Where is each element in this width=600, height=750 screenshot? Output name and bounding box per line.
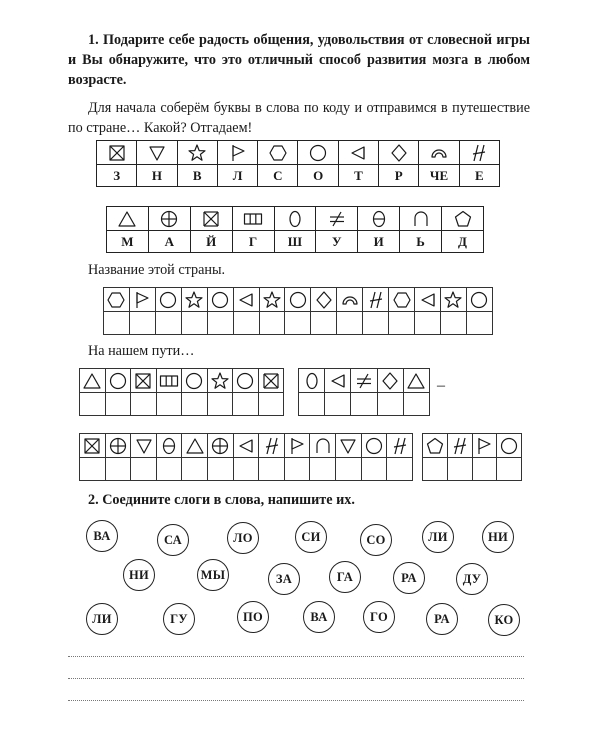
answer-cell[interactable] xyxy=(377,393,403,416)
code-symbol-cell xyxy=(217,141,257,165)
code-symbol-cell xyxy=(379,141,419,165)
crossed-square-icon xyxy=(82,436,102,456)
pentagon-icon xyxy=(453,209,473,229)
syllable-circle[interactable]: ГУ xyxy=(163,603,195,635)
answer-cell[interactable] xyxy=(105,393,131,416)
triangle-icon xyxy=(185,436,205,456)
dome-icon xyxy=(429,143,449,163)
answer-cell[interactable] xyxy=(131,393,157,416)
circle-icon xyxy=(308,143,328,163)
puzzle-symbol-cell xyxy=(259,434,285,458)
answer-cell[interactable] xyxy=(207,393,233,416)
path-puzzle-1a xyxy=(79,368,284,416)
puzzle-symbol-cell xyxy=(466,288,492,312)
code-symbol-cell xyxy=(107,207,149,231)
puzzle-symbol-cell xyxy=(80,434,106,458)
puzzle-symbol-cell xyxy=(207,288,233,312)
answer-cell[interactable] xyxy=(284,458,310,481)
code-letter-cell: Ш xyxy=(274,231,316,253)
answer-cell[interactable] xyxy=(363,312,389,335)
answer-cell[interactable] xyxy=(311,312,337,335)
puzzle-symbol-cell xyxy=(80,369,106,393)
code-symbol-cell xyxy=(190,207,232,231)
split-rect-icon xyxy=(243,209,263,229)
star-icon xyxy=(443,290,463,310)
code-symbol-cell xyxy=(148,207,190,231)
circle-icon xyxy=(235,371,255,391)
puzzle-symbol-cell xyxy=(310,434,336,458)
theta-icon xyxy=(369,209,389,229)
flag-icon xyxy=(474,436,494,456)
left-triangle-icon xyxy=(236,290,256,310)
path-puzzle-2a-answers xyxy=(80,458,413,481)
puzzle-symbol-cell xyxy=(131,369,157,393)
answer-cell[interactable] xyxy=(259,458,285,481)
answer-cell[interactable] xyxy=(415,312,441,335)
code-symbol-cell xyxy=(232,207,274,231)
answer-cell[interactable] xyxy=(156,458,182,481)
answer-cell[interactable] xyxy=(325,393,351,416)
answer-cell[interactable] xyxy=(387,458,413,481)
answer-line[interactable] xyxy=(68,678,524,679)
flag-icon xyxy=(287,436,307,456)
syllable-circle[interactable]: МЫ xyxy=(197,559,229,591)
crossed-square-icon xyxy=(133,371,153,391)
path-puzzle-1b-symbols xyxy=(299,369,430,393)
code-letter-cell: Т xyxy=(338,165,378,187)
path-dash: – xyxy=(437,377,445,394)
syllable-circle[interactable]: ВА xyxy=(303,601,335,633)
code-letter-cell: Р xyxy=(379,165,419,187)
puzzle-symbol-cell xyxy=(311,288,337,312)
circle-icon xyxy=(469,290,489,310)
syllable-circle[interactable]: ЛИ xyxy=(86,603,118,635)
answer-cell[interactable] xyxy=(466,312,492,335)
syllable-circle[interactable]: НИ xyxy=(123,559,155,591)
answer-cell[interactable] xyxy=(207,312,233,335)
task-1-intro: Для начала соберём буквы в слова по коду и отправимся в путешествие по стране… Какой? Отгадаем! xyxy=(68,100,530,136)
answer-cell[interactable] xyxy=(80,393,106,416)
answer-cell[interactable] xyxy=(389,312,415,335)
star-icon xyxy=(184,290,204,310)
answer-cell[interactable] xyxy=(440,312,466,335)
double-slash-icon xyxy=(390,436,410,456)
path-heading: На нашем пути… xyxy=(88,343,195,359)
syllable-circle[interactable]: ДУ xyxy=(456,563,488,595)
answer-cell[interactable] xyxy=(472,458,497,481)
code-table-2-letters xyxy=(107,231,484,253)
syllable-circle[interactable]: ГА xyxy=(329,561,361,593)
code-letter-cell: Г xyxy=(232,231,274,253)
country-heading: Название этой страны. xyxy=(88,262,226,278)
puzzle-symbol-cell xyxy=(403,369,429,393)
dome-icon xyxy=(340,290,360,310)
puzzle-symbol-cell xyxy=(351,369,377,393)
syllable-circle[interactable]: РА xyxy=(426,603,458,635)
code-letter-cell: ЧЕ xyxy=(419,165,459,187)
code-letter-cell: Е xyxy=(459,165,499,187)
code-symbol-cell xyxy=(137,141,177,165)
answer-cell[interactable] xyxy=(182,393,208,416)
puzzle-symbol-cell xyxy=(363,288,389,312)
bowtie-box-icon xyxy=(201,209,221,229)
puzzle-symbol-cell xyxy=(440,288,466,312)
puzzle-symbol-cell xyxy=(155,288,181,312)
puzzle-symbol-cell xyxy=(387,434,413,458)
code-letter-cell: В xyxy=(177,165,217,187)
code-symbol-cell xyxy=(97,141,137,165)
answer-line[interactable] xyxy=(68,700,524,701)
puzzle-symbol-cell xyxy=(472,434,497,458)
triangle-icon xyxy=(82,371,102,391)
circle-icon xyxy=(499,436,519,456)
syllable-circle[interactable]: ЛО xyxy=(227,522,259,554)
puzzle-symbol-cell xyxy=(131,434,157,458)
code-symbol-cell xyxy=(358,207,400,231)
down-triangle-icon xyxy=(134,436,154,456)
answer-cell[interactable] xyxy=(131,458,157,481)
country-puzzle-symbols xyxy=(104,288,493,312)
code-letter-cell: Ь xyxy=(400,231,442,253)
puzzle-symbol-cell xyxy=(415,288,441,312)
answer-cell[interactable] xyxy=(336,458,362,481)
not-equal-icon xyxy=(354,371,374,391)
code-symbol-cell xyxy=(316,207,358,231)
double-slash-icon xyxy=(450,436,470,456)
puzzle-symbol-cell xyxy=(233,434,259,458)
country-puzzle xyxy=(103,287,493,335)
left-triangle-icon xyxy=(328,371,348,391)
answer-cell[interactable] xyxy=(497,458,522,481)
hexagon-icon xyxy=(106,290,126,310)
flag-icon xyxy=(132,290,152,310)
country-puzzle-answers xyxy=(104,312,493,335)
down-triangle-icon xyxy=(338,436,358,456)
code-symbol-cell xyxy=(459,141,499,165)
syllable-circle[interactable]: СА xyxy=(157,524,189,556)
left-triangle-icon xyxy=(348,143,368,163)
syllable-circle[interactable]: ЗА xyxy=(268,563,300,595)
code-letter-cell: Л xyxy=(217,165,257,187)
answer-line[interactable] xyxy=(68,656,524,657)
down-triangle-icon xyxy=(147,143,167,163)
task-1-title: 1. Подарите себе радость общения, удовольствия от словесной игры и Вы обнаружите, что это отличный способ развития мозга в любом возрасте. xyxy=(68,32,530,88)
answer-cell[interactable] xyxy=(423,458,448,481)
left-triangle-icon xyxy=(418,290,438,310)
answer-cell[interactable] xyxy=(182,458,208,481)
path-puzzle-2b xyxy=(422,433,522,481)
puzzle-symbol-cell xyxy=(259,288,285,312)
puzzle-symbol-cell xyxy=(423,434,448,458)
code-symbol-cell xyxy=(274,207,316,231)
puzzle-symbol-cell xyxy=(377,369,403,393)
puzzle-symbol-cell xyxy=(182,434,208,458)
path-puzzle-1a-answers xyxy=(80,393,284,416)
puzzle-symbol-cell xyxy=(284,434,310,458)
puzzle-symbol-cell xyxy=(389,288,415,312)
code-symbol-cell xyxy=(177,141,217,165)
code-symbol-cell xyxy=(298,141,338,165)
answer-cell[interactable] xyxy=(361,458,387,481)
puzzle-symbol-cell xyxy=(129,288,155,312)
circle-icon xyxy=(108,371,128,391)
answer-cell[interactable] xyxy=(105,458,131,481)
puzzle-symbol-cell xyxy=(447,434,472,458)
left-triangle-icon xyxy=(236,436,256,456)
code-symbol-cell xyxy=(442,207,484,231)
code-symbol-cell xyxy=(419,141,459,165)
answer-cell[interactable] xyxy=(351,393,377,416)
code-letter-cell: З xyxy=(97,165,137,187)
puzzle-symbol-cell xyxy=(208,434,234,458)
puzzle-symbol-cell xyxy=(105,369,131,393)
star-icon xyxy=(187,143,207,163)
answer-cell[interactable] xyxy=(208,458,234,481)
pentagon-icon xyxy=(425,436,445,456)
answer-cell[interactable] xyxy=(156,393,182,416)
theta-icon xyxy=(159,436,179,456)
diamond-icon xyxy=(314,290,334,310)
double-slash-icon xyxy=(366,290,386,310)
answer-cell[interactable] xyxy=(129,312,155,335)
crossed-square-icon xyxy=(107,143,127,163)
path-puzzle-2b-symbols xyxy=(423,434,522,458)
syllable-circle[interactable]: ВА xyxy=(86,520,118,552)
bowtie-box-icon xyxy=(261,371,281,391)
answer-cell[interactable] xyxy=(104,312,130,335)
answer-cell[interactable] xyxy=(80,458,106,481)
path-puzzle-1a-symbols xyxy=(80,369,284,393)
hexagon-icon xyxy=(392,290,412,310)
path-puzzle-1b-answers xyxy=(299,393,430,416)
answer-cell[interactable] xyxy=(299,393,325,416)
syllable-circle[interactable]: ГО xyxy=(363,601,395,633)
syllable-circle[interactable]: НИ xyxy=(482,521,514,553)
code-letter-cell: Н xyxy=(137,165,177,187)
split-rect-icon xyxy=(159,371,179,391)
answer-cell[interactable] xyxy=(155,312,181,335)
not-equal-icon xyxy=(327,209,347,229)
answer-cell[interactable] xyxy=(233,458,259,481)
answer-cell[interactable] xyxy=(233,312,259,335)
puzzle-symbol-cell xyxy=(299,369,325,393)
code-letter-cell: О xyxy=(298,165,338,187)
answer-cell[interactable] xyxy=(310,458,336,481)
code-symbol-cell xyxy=(258,141,298,165)
code-table-1-letters xyxy=(97,165,500,187)
code-letter-cell: С xyxy=(258,165,298,187)
code-symbol-cell xyxy=(400,207,442,231)
code-letter-cell: А xyxy=(148,231,190,253)
puzzle-symbol-cell xyxy=(105,434,131,458)
code-symbol-cell xyxy=(338,141,378,165)
diamond-icon xyxy=(380,371,400,391)
circle-icon xyxy=(210,290,230,310)
circle-cross-icon xyxy=(108,436,128,456)
path-puzzle-1b xyxy=(298,368,430,416)
flag-icon xyxy=(228,143,248,163)
code-letter-cell: У xyxy=(316,231,358,253)
puzzle-symbol-cell xyxy=(285,288,311,312)
code-table-1 xyxy=(96,140,500,187)
circle-cross-icon xyxy=(159,209,179,229)
task-2-title: 2. Соедините слоги в слова, напишите их. xyxy=(88,492,355,508)
puzzle-symbol-cell xyxy=(336,434,362,458)
puzzle-symbol-cell xyxy=(233,369,259,393)
puzzle-symbol-cell xyxy=(325,369,351,393)
hexagon-icon xyxy=(268,143,288,163)
syllable-circle[interactable]: ЛИ xyxy=(422,521,454,553)
circle-icon xyxy=(364,436,384,456)
oval-icon xyxy=(302,371,322,391)
double-slash-icon xyxy=(469,143,489,163)
circle-cross-icon xyxy=(210,436,230,456)
circle-icon xyxy=(184,371,204,391)
puzzle-symbol-cell xyxy=(181,288,207,312)
puzzle-symbol-cell xyxy=(233,288,259,312)
code-letter-cell: И xyxy=(358,231,400,253)
circle-icon xyxy=(288,290,308,310)
double-slash-icon xyxy=(262,436,282,456)
code-table-2-symbols xyxy=(107,207,484,231)
triangle-icon xyxy=(117,209,137,229)
answer-cell[interactable] xyxy=(233,393,259,416)
path-puzzle-2a-symbols xyxy=(80,434,413,458)
answer-cell[interactable] xyxy=(258,393,284,416)
puzzle-symbol-cell xyxy=(104,288,130,312)
path-puzzle-2b-answers xyxy=(423,458,522,481)
triangle-icon xyxy=(406,371,426,391)
syllable-circle[interactable]: ПО xyxy=(237,601,269,633)
answer-cell[interactable] xyxy=(337,312,363,335)
syllable-circle[interactable]: СИ xyxy=(295,521,327,553)
code-letter-cell: Д xyxy=(442,231,484,253)
syllable-circle[interactable]: СО xyxy=(360,524,392,556)
oval-icon xyxy=(285,209,305,229)
answer-cell[interactable] xyxy=(403,393,429,416)
puzzle-symbol-cell xyxy=(337,288,363,312)
puzzle-symbol-cell xyxy=(182,369,208,393)
syllable-circle[interactable]: КО xyxy=(488,604,520,636)
code-letter-cell: Й xyxy=(190,231,232,253)
answer-cell[interactable] xyxy=(181,312,207,335)
puzzle-symbol-cell xyxy=(497,434,522,458)
path-puzzle-2a xyxy=(79,433,413,481)
code-table-1-symbols xyxy=(97,141,500,165)
puzzle-symbol-cell xyxy=(207,369,233,393)
star-icon xyxy=(262,290,282,310)
code-letter-cell: М xyxy=(107,231,149,253)
arch-icon xyxy=(313,436,333,456)
syllable-circle[interactable]: РА xyxy=(393,562,425,594)
code-table-2 xyxy=(106,206,484,253)
arch-icon xyxy=(411,209,431,229)
answer-cell[interactable] xyxy=(285,312,311,335)
star-icon xyxy=(210,371,230,391)
answer-cell[interactable] xyxy=(447,458,472,481)
puzzle-symbol-cell xyxy=(361,434,387,458)
puzzle-symbol-cell xyxy=(258,369,284,393)
diamond-icon xyxy=(389,143,409,163)
answer-cell[interactable] xyxy=(259,312,285,335)
circle-icon xyxy=(158,290,178,310)
puzzle-symbol-cell xyxy=(156,434,182,458)
puzzle-symbol-cell xyxy=(156,369,182,393)
